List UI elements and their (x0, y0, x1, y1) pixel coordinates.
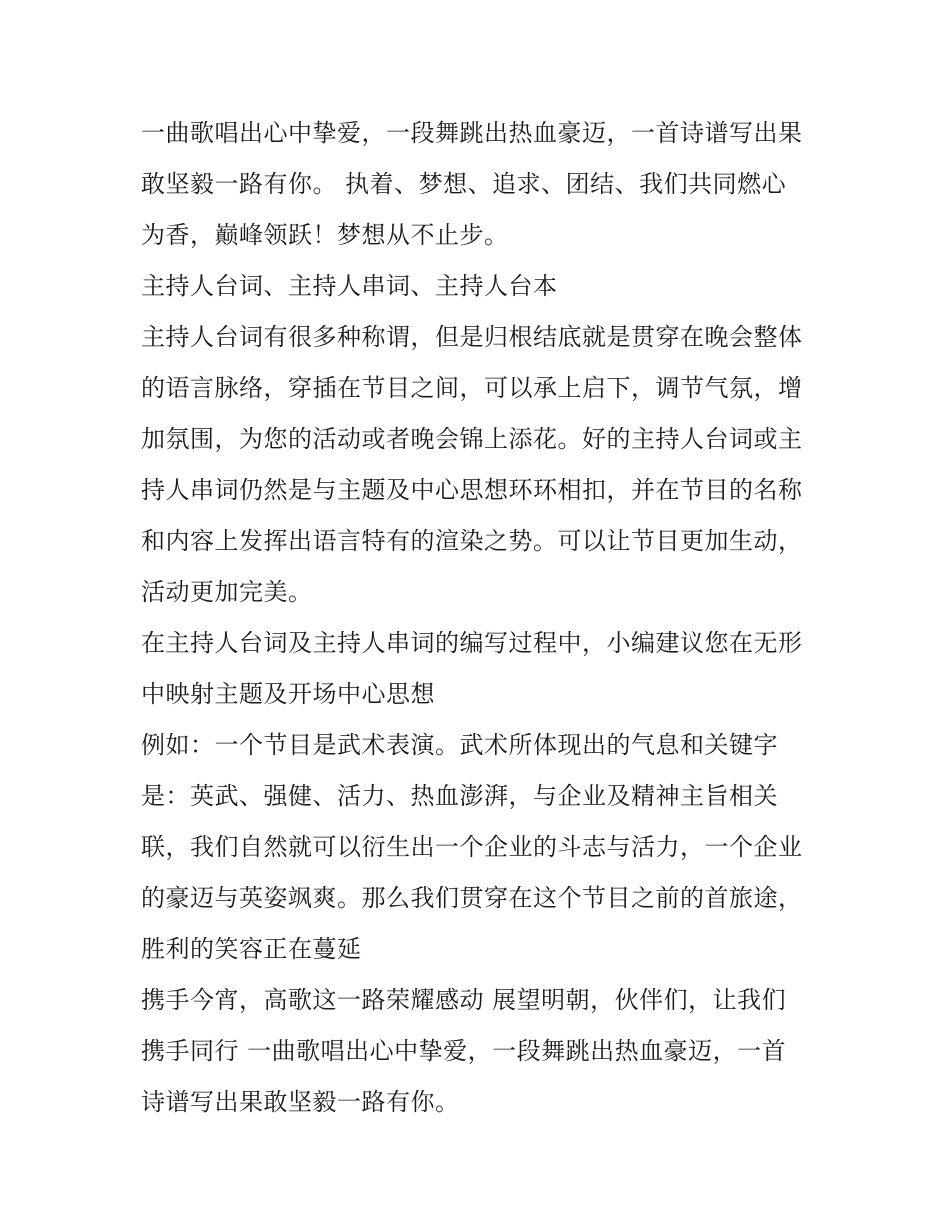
text-line: 活动更加完美。 (141, 578, 313, 606)
text-line: 敢坚毅一路有你。 执着、梦想、追求、团结、我们共同燃心 (141, 170, 787, 198)
text-line: 的语言脉络，穿插在节目之间，可以承上启下，调节气氛，增 (141, 374, 803, 402)
text-line: 诗谱写出果敢坚毅一路有你。 (141, 1088, 460, 1116)
text-line: 在主持人台词及主持人串词的编写过程中，小编建议您在无形 (141, 629, 803, 657)
text-line: 为香，巅峰领跃！梦想从不止步。 (141, 221, 509, 249)
text-line: 持人串词仍然是与主题及中心思想环环相扣，并在节目的名称 (141, 476, 803, 504)
text-line: 胜利的笑容正在蔓延 (141, 935, 362, 963)
text-line: 例如：一个节目是武术表演。武术所体现出的气息和关键字 (141, 731, 778, 759)
text-line: 和内容上发挥出语言特有的渲染之势。可以让节目更加生动， (141, 527, 803, 555)
document-body (141, 108, 821, 1128)
text-line: 是：英武、强健、活力、热血澎湃，与企业及精神主旨相关 (141, 782, 778, 810)
text-line: 加氛围，为您的活动或者晚会锦上添花。好的主持人台词或主 (141, 425, 803, 453)
text-line: 中映射主题及开场中心思想 (141, 680, 435, 708)
text-line: 的豪迈与英姿飒爽。那么我们贯穿在这个节目之前的首旅途， (141, 884, 803, 912)
heading-line: 主持人台词、主持人串词、主持人台本 (141, 272, 558, 300)
text-line: 联，我们自然就可以衍生出一个企业的斗志与活力，一个企业 (141, 833, 803, 861)
text-line: 一曲歌唱出心中挚爱，一段舞跳出热血豪迈，一首诗谱写出果 (141, 119, 803, 147)
text-line: 主持人台词有很多种称谓，但是归根结底就是贯穿在晚会整体 (141, 323, 803, 351)
text-line: 携手同行 一曲歌唱出心中挚爱，一段舞跳出热血豪迈，一首 (141, 1037, 787, 1065)
text-line: 携手今宵，高歌这一路荣耀感动 展望明朝，伙伴们，让我们 (141, 986, 787, 1014)
